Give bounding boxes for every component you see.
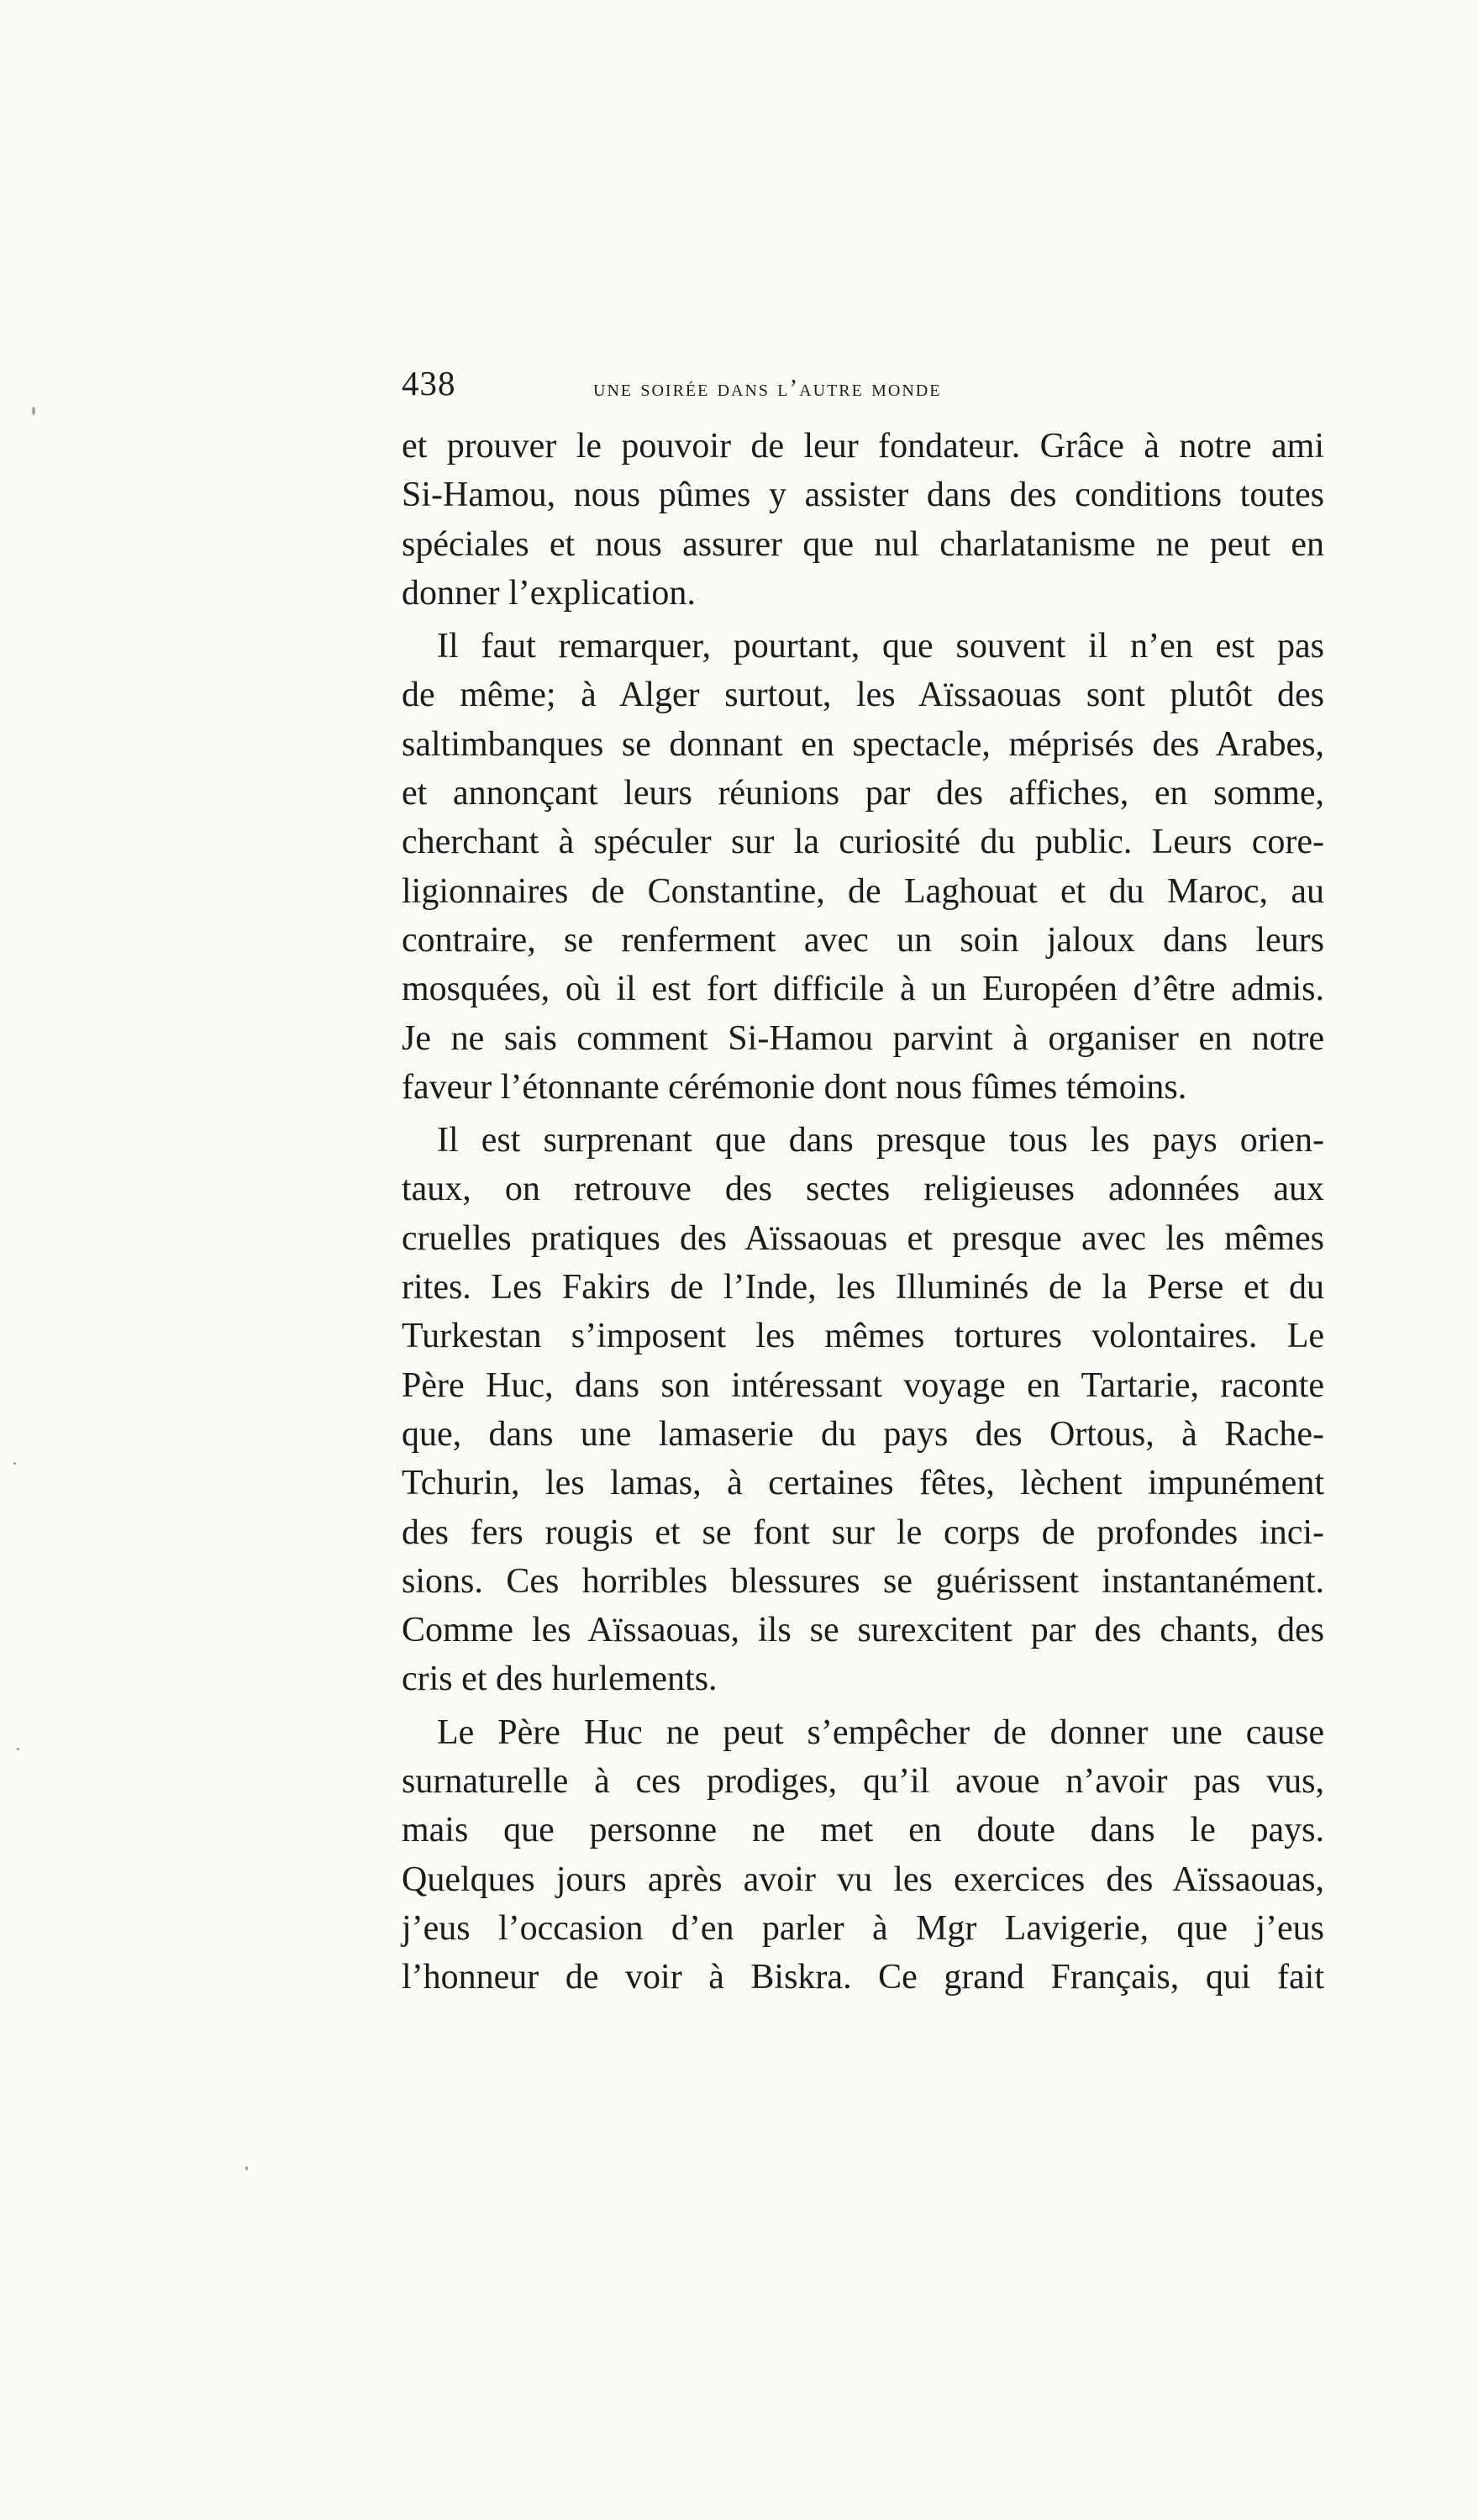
text-line: mosquées, où il est fort difficile à un Européen d’être admis. xyxy=(402,970,1324,1009)
text-line: rites. Les Fakirs de l’Inde, les Illuminés de la Perse et du xyxy=(402,1268,1324,1307)
text-line: mais que personne ne met en doute dans le pays. xyxy=(402,1811,1324,1850)
text-line: faveur l’étonnante cérémonie dont nous fûmes témoins. xyxy=(402,1067,1187,1107)
text-line: l’honneur de voir à Biskra. Ce grand Français, qui fait xyxy=(402,1958,1324,1997)
paragraph xyxy=(402,1708,1324,2002)
text-line: cherchant à spéculer sur la curiosité du public. Leurs core- xyxy=(402,823,1324,862)
scan-speck xyxy=(13,1462,16,1465)
text-line: Tchurin, les lamas, à certaines fêtes, lèchent impunément xyxy=(402,1464,1324,1503)
text-line: spéciales et nous assurer que nul charlatanisme ne peut en xyxy=(402,524,1324,564)
scan-speck xyxy=(245,2166,248,2170)
text-line: ligionnaires de Constantine, de Laghouat et du Maroc, au xyxy=(402,871,1324,911)
text-line: cris et des hurlements. xyxy=(402,1660,718,1699)
text-line: saltimbanques se donnant en spectacle, méprisés des Arabes, xyxy=(402,724,1324,764)
text-line: contraire, se renferment avec un soin jaloux dans leurs xyxy=(402,920,1324,960)
text-line: Il faut remarquer, pourtant, que souvent il n’en est pas xyxy=(437,627,1324,666)
text-line: taux, on retrouve des sectes religieuses adonnées aux xyxy=(402,1170,1324,1209)
text-line: et annonçant leurs réunions par des affiches, en somme, xyxy=(402,774,1324,813)
scan-speck xyxy=(17,1748,19,1750)
text-line: Quelques jours après avoir vu les exercices des Aïssaouas, xyxy=(402,1860,1324,1899)
text-line: Le Père Huc ne peut s’empêcher de donner une cause xyxy=(437,1712,1324,1752)
running-title: une soirée dans l’autre monde xyxy=(593,375,942,402)
text-line: j’eus l’occasion d’en parler à Mgr Lavigerie, que j’eus xyxy=(402,1908,1324,1948)
text-line: donner l’explication. xyxy=(402,573,696,613)
text-line: des fers rougis et se font sur le corps de profondes inci- xyxy=(402,1513,1324,1552)
text-line: Comme les Aïssaouas, ils se surexcitent par des chants, des xyxy=(402,1611,1324,1650)
paragraph xyxy=(402,1116,1324,1704)
text-line: Si-Hamou, nous pûmes y assister dans des conditions toutes xyxy=(402,476,1324,515)
text-line: cruelles pratiques des Aïssaouas et presque avec les mêmes xyxy=(402,1218,1324,1258)
body-text xyxy=(402,422,1324,2002)
text-line: et prouver le pouvoir de leur fondateur. Grâce à notre ami xyxy=(402,427,1324,466)
text-line: de même; à Alger surtout, les Aïssaouas sont plutôt des xyxy=(402,676,1324,715)
text-line: Turkestan s’imposent les mêmes tortures volontaires. Le xyxy=(402,1317,1324,1356)
page-header xyxy=(402,363,1324,413)
paragraph xyxy=(402,622,1324,1112)
text-line: Je ne sais comment Si-Hamou parvint à organiser en notre xyxy=(402,1018,1324,1058)
text-line: sions. Ces horribles blessures se guérissent instantanément. xyxy=(402,1561,1324,1601)
text-line: Père Huc, dans son intéressant voyage en Tartarie, raconte xyxy=(402,1365,1324,1405)
paragraph xyxy=(402,422,1324,618)
text-line: surnaturelle à ces prodiges, qu’il avoue n’avoir pas vus, xyxy=(402,1762,1324,1802)
page-number: 438 xyxy=(402,364,456,402)
text-line: Il est surprenant que dans presque tous les pays orien- xyxy=(437,1121,1324,1160)
text-line: que, dans une lamaserie du pays des Ortous, à Rache- xyxy=(402,1414,1324,1454)
scan-speck xyxy=(32,407,35,415)
book-page xyxy=(402,363,1324,2007)
